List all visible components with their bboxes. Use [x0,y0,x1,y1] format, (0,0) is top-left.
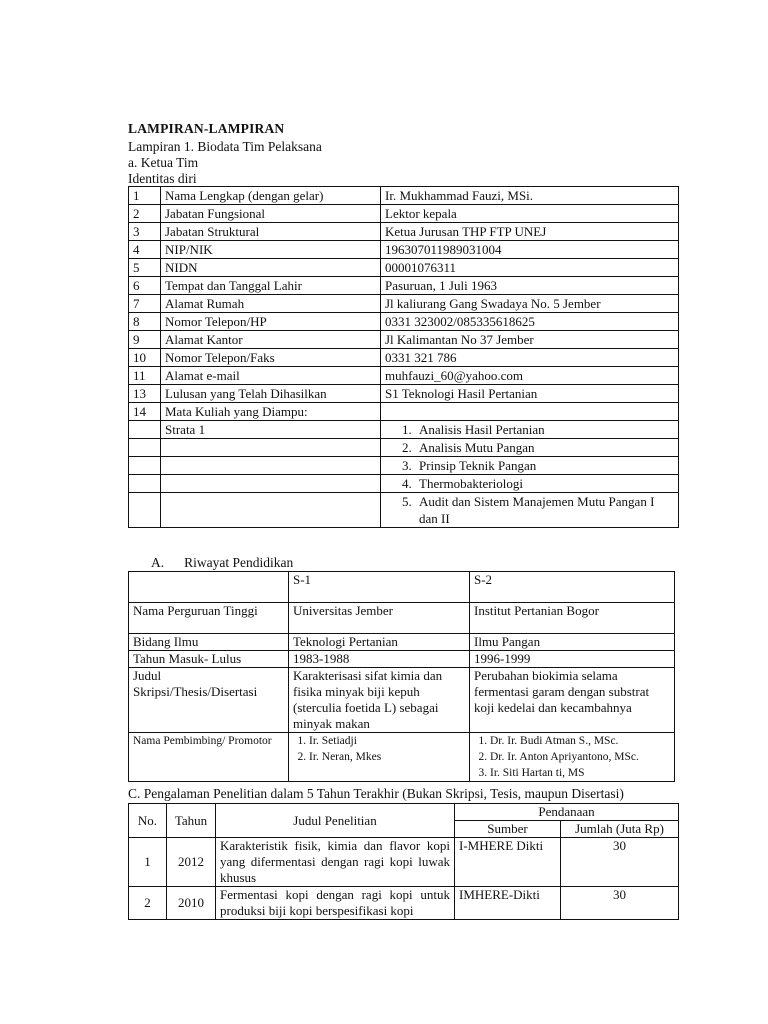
course-cell [381,457,679,475]
row-label: Nomor Telepon/HP [161,313,381,331]
row-label [161,439,381,457]
row-value: 196307011989031004 [381,241,679,259]
row-label [161,493,381,528]
row-number [129,493,161,528]
row-label: Jabatan Struktural [161,223,381,241]
row-label: Nama Pembimbing/ Promotor [129,733,289,782]
table-row [129,838,679,887]
header-no: No. [129,804,167,838]
table-row [129,349,679,367]
header-pendanaan: Pendanaan [455,804,679,821]
row-number: 11 [129,367,161,385]
column-header-s1: S-1 [289,572,470,603]
row-number: 9 [129,331,161,349]
cell-s2 [470,733,675,782]
row-label: Alamat Kantor [161,331,381,349]
cell-tahun: 2010 [167,887,216,920]
table-header-row [129,804,679,821]
pembimbing-item: 2. Dr. Ir. Anton Apriyantono, MSc. [490,749,670,765]
identitas-table [128,186,679,528]
row-value: 0331 321 786 [381,349,679,367]
course-list [385,475,674,492]
header-sumber: Sumber [455,821,561,838]
table-row [129,733,675,782]
row-label: NIP/NIK [161,241,381,259]
table-row [129,475,679,493]
penelitian-table [128,803,679,920]
cell-tahun: 2012 [167,838,216,887]
cell-s2: Ilmu Pangan [470,634,675,651]
page-heading: LAMPIRAN-LAMPIRAN [128,121,285,136]
row-value: Ketua Jurusan THP FTP UNEJ [381,223,679,241]
row-value: Jl Kalimantan No 37 Jember [381,331,679,349]
course-cell [381,439,679,457]
course-item: 3. Prinsip Teknik Pangan [415,457,674,474]
row-value: Jl kaliurang Gang Swadaya No. 5 Jember [381,295,679,313]
table-row [129,277,679,295]
ketua-label: a. Ketua Tim [128,155,199,170]
row-number: 3 [129,223,161,241]
row-label: Nama Lengkap (dengan gelar) [161,187,381,205]
row-label: Lulusan yang Telah Dihasilkan [161,385,381,403]
pendidikan-section-title [151,555,293,571]
table-row [129,887,679,920]
row-label: Tahun Masuk- Lulus [129,651,289,668]
course-list [385,457,674,474]
row-number: 13 [129,385,161,403]
table-row [129,668,675,733]
pembimbing-item: 1. Dr. Ir. Budi Atman S., MSc. [490,733,670,749]
cell-no: 2 [129,887,167,920]
cell-s1: 1983-1988 [289,651,470,668]
row-number [129,457,161,475]
row-number: 7 [129,295,161,313]
table-row [129,241,679,259]
row-number: 10 [129,349,161,367]
table-row [129,651,675,668]
table-row [129,295,679,313]
table-row [129,421,679,439]
row-number: 4 [129,241,161,259]
pembimbing-list [293,733,465,765]
table-row [129,223,679,241]
row-value: Lektor kepala [381,205,679,223]
table-row [129,259,679,277]
course-list [385,493,674,527]
row-number: 8 [129,313,161,331]
row-label: Nomor Telepon/Faks [161,349,381,367]
course-item: 1. Analisis Hasil Pertanian [415,421,674,438]
row-label: Judul Skripsi/Thesis/Disertasi [129,668,289,733]
row-number [129,439,161,457]
table-row [129,439,679,457]
row-label: Tempat dan Tanggal Lahir [161,277,381,295]
table-row [129,634,675,651]
course-list [385,439,674,456]
pembimbing-item: 1. Ir. Setiadji [309,733,465,749]
cell-s1 [289,733,470,782]
penelitian-section-title: C. Pengalaman Penelitian dalam 5 Tahun Terakhir (Bukan Skripsi, Tesis, maupun Disertasi) [128,786,624,801]
row-label: Bidang Ilmu [129,634,289,651]
row-number: 5 [129,259,161,277]
row-value: S1 Teknologi Hasil Pertanian [381,385,679,403]
row-number [129,475,161,493]
table-header-row [129,572,675,603]
row-number: 2 [129,205,161,223]
pembimbing-item: 2. Ir. Neran, Mkes [309,749,465,765]
table-row [129,493,679,528]
cell-sumber: I-MHERE Dikti [455,838,561,887]
cell-s1: Universitas Jember [289,603,470,634]
table-row [129,205,679,223]
row-value [381,403,679,421]
cell-sumber: IMHERE-Dikti [455,887,561,920]
table-row [129,187,679,205]
identitas-label: Identitas diri [128,171,197,186]
column-header-s2: S-2 [470,572,675,603]
cell-judul: Karakteristik fisik, kimia dan flavor kopi yang difermentasi dengan ragi kopi luwak khusus [216,838,455,887]
pendidikan-table [128,571,675,782]
cell-s2: Perubahan biokimia selama fermentasi garam dengan substrat koji kedelai dan kecambahnya [470,668,675,733]
header-judul: Judul Penelitian [216,804,455,838]
row-label: Alamat Rumah [161,295,381,313]
row-value: 00001076311 [381,259,679,277]
row-label: NIDN [161,259,381,277]
row-value: muhfauzi_60@yahoo.com [381,367,679,385]
lampiran-title: Lampiran 1. Biodata Tim Pelaksana [128,139,322,154]
course-list [385,421,674,438]
row-value: 0331 323002/085335618625 [381,313,679,331]
course-cell [381,475,679,493]
row-label: Nama Perguruan Tinggi [129,603,289,634]
table-row [129,367,679,385]
row-label: Jabatan Fungsional [161,205,381,223]
course-cell [381,421,679,439]
pembimbing-list [474,733,670,781]
cell-no: 1 [129,838,167,887]
cell-s2: Institut Pertanian Bogor [470,603,675,634]
pembimbing-item: 3. Ir. Siti Hartan ti, MS [490,765,670,781]
cell-s1: Teknologi Pertanian [289,634,470,651]
row-value: Ir. Mukhammad Fauzi, MSi. [381,187,679,205]
cell-s1: Karakterisasi sifat kimia dan fisika minyak biji kepuh (sterculia foetida L) sebagai minyak makan [289,668,470,733]
course-item: 2. Analisis Mutu Pangan [415,439,674,456]
table-row [129,603,675,634]
table-cell [129,572,289,603]
table-row [129,313,679,331]
section-letter: A. [151,555,165,570]
cell-jumlah: 30 [561,887,679,920]
cell-s2: 1996-1999 [470,651,675,668]
row-number: 6 [129,277,161,295]
header-jumlah: Jumlah (Juta Rp) [561,821,679,838]
cell-judul: Fermentasi kopi dengan ragi kopi untuk produksi biji kopi berspesifikasi kopi [216,887,455,920]
row-number: 14 [129,403,161,421]
row-value: Pasuruan, 1 Juli 1963 [381,277,679,295]
table-row [129,385,679,403]
course-item: 5. Audit dan Sistem Manajemen Mutu Pangan I dan II [415,493,674,527]
row-label: Strata 1 [161,421,381,439]
cell-jumlah: 30 [561,838,679,887]
row-number [129,421,161,439]
table-row [129,331,679,349]
row-label: Mata Kuliah yang Diampu: [161,403,381,421]
course-item: 4. Thermobakteriologi [415,475,674,492]
course-cell [381,493,679,528]
row-label [161,457,381,475]
row-number: 1 [129,187,161,205]
table-row [129,457,679,475]
row-label: Alamat e-mail [161,367,381,385]
section-label: Riwayat Pendidikan [184,555,294,570]
header-tahun: Tahun [167,804,216,838]
table-row [129,403,679,421]
row-label [161,475,381,493]
